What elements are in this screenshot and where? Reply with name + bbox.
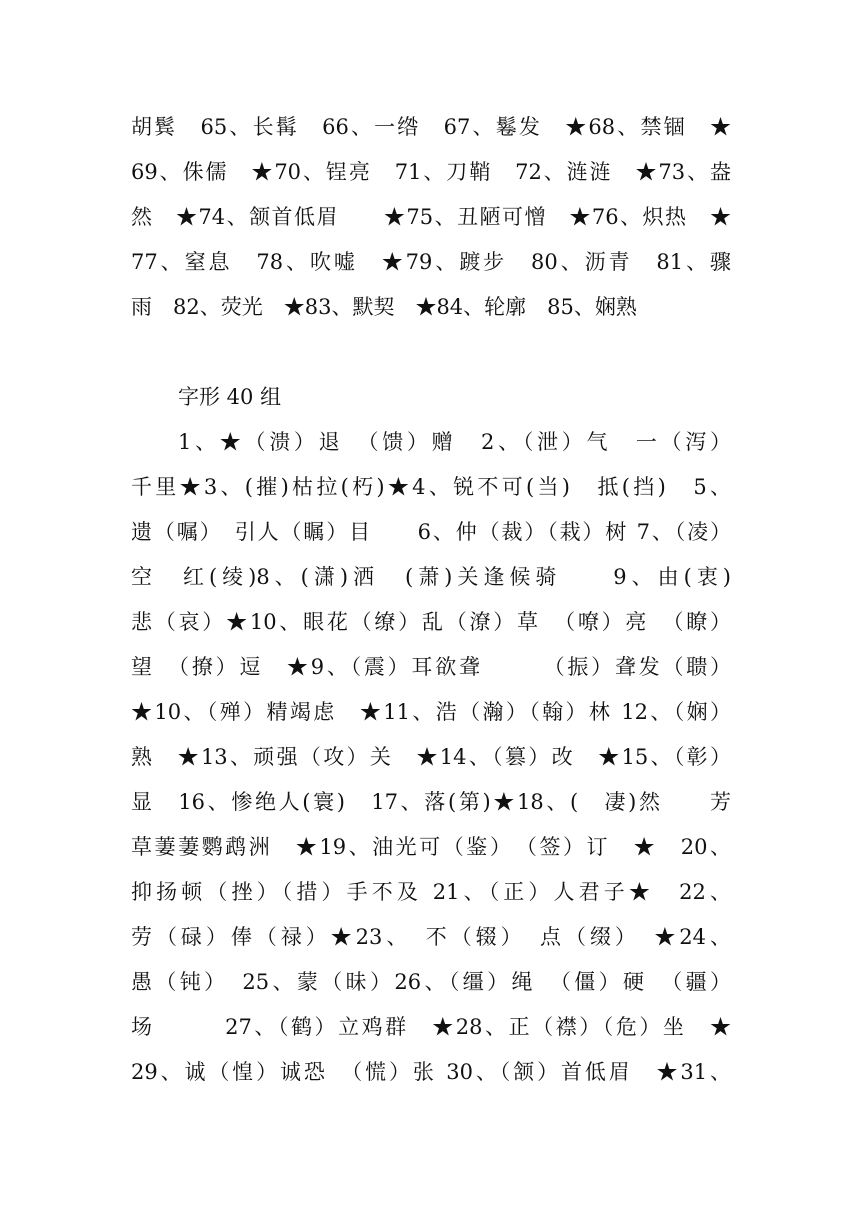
- glyph-list-line: 千里★3、(摧)枯拉(朽)★4、锐不可(当) 抵(挡) 5、: [131, 475, 731, 499]
- word-list-line: 69、侏儒 ★70、锃亮 71、刀鞘 72、涟涟 ★73、盎: [131, 160, 731, 184]
- glyph-list-line: 熟 ★13、顽强（攻）关 ★14、（篡）改 ★15、（彰）: [131, 745, 731, 769]
- glyph-list-line: 场 27、（鹤）立鸡群 ★28、正（襟）（危）坐 ★: [131, 1015, 731, 1039]
- word-list-line: 77、窒息 78、吹嘘 ★79、踱步 80、沥青 81、骤: [131, 250, 731, 274]
- glyph-list-line: 抑扬顿（挫）（措）手不及 21、（正）人君子★ 22、: [131, 880, 731, 904]
- glyph-list-line: ★10、（殚）精竭虑 ★11、浩（瀚）（翰）林 12、（娴）: [131, 700, 731, 724]
- glyph-list-line: 29、诚（惶）诚恐 （慌）张 30、（颔）首低眉 ★31、: [131, 1060, 731, 1084]
- glyph-list-line: 遗（嘱） 引人（瞩）目 6、仲（裁）（栽）树 7、（凌）: [131, 520, 731, 544]
- word-list-line: 雨 82、荧光 ★83、默契 ★84、轮廓 85、娴熟: [131, 295, 637, 319]
- glyph-list-line: 显 16、惨绝人(寰) 17、落(第)★18、( 凄)然 芳: [131, 790, 731, 814]
- glyph-list-line: 望 （撩）逗 ★9、（震）耳欲聋 （振）聋发（聩）: [131, 655, 731, 679]
- glyph-list-line: 1、★（溃）退 （馈）赠 2、（泄）气 一（泻）: [178, 430, 731, 454]
- glyph-list-line: 草萋萋鹦鹉洲 ★19、油光可（鉴） （签）订 ★ 20、: [131, 835, 731, 859]
- word-list-line: 胡鬂 65、长髯 66、一绺 67、鬈发 ★68、禁锢 ★: [131, 115, 731, 139]
- glyph-list-line: 悲（哀）★10、眼花（缭）乱（潦）草 （嘹）亮 （瞭）: [131, 610, 731, 634]
- glyph-list-line: 空 红(绫)8、(潇)洒 (萧)关逢候骑 9、由(衷): [131, 565, 731, 589]
- section-heading: 字形 40 组: [178, 385, 282, 409]
- glyph-list-line: 愚（钝） 25、蒙（昧）26、（缰）绳 （僵）硬 （疆）: [131, 970, 731, 994]
- glyph-list-line: 劳（碌）俸（禄）★23、 不（辍） 点（缀） ★24、: [131, 925, 731, 949]
- word-list-line: 然 ★74、颔首低眉 ★75、丑陋可憎 ★76、炽热 ★: [131, 205, 731, 229]
